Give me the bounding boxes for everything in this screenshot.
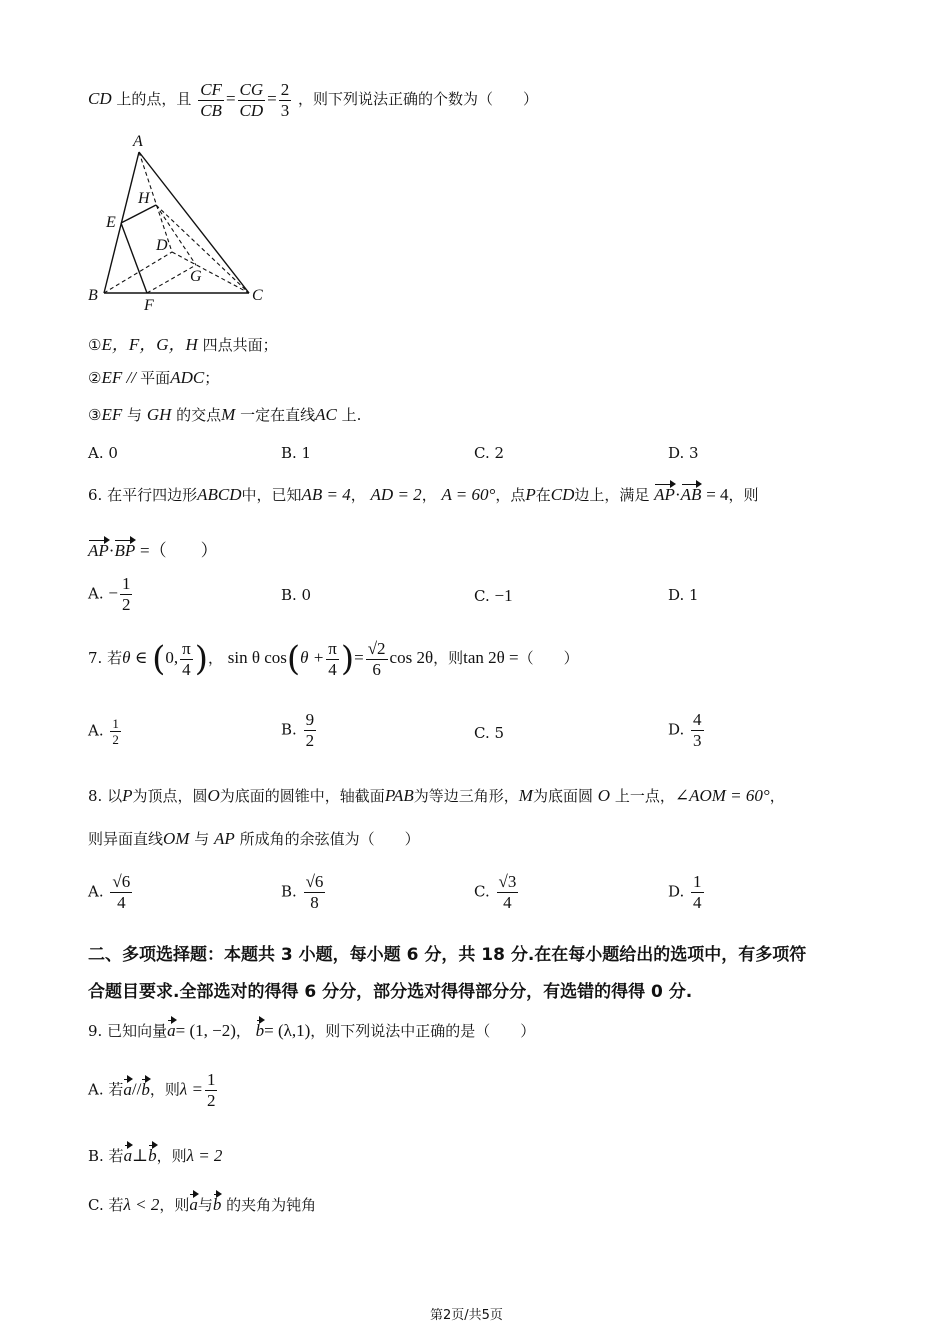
label-h: H: [138, 190, 150, 207]
q8-option-b[interactable]: B. $\frac{√6}{8}$: [281, 872, 324, 912]
q5-option-a[interactable]: A. 0: [88, 444, 118, 462]
edge-dc: [172, 252, 249, 293]
edge-hg: [156, 205, 196, 265]
label-d: D: [156, 237, 168, 254]
q7-option-a[interactable]: A. $\frac{1}{2}$: [88, 716, 119, 747]
q7-line: 7. 若θ ∈ (0, $\frac{\pi}{4}$ )， sin θ cos(θ + $\frac{\pi}{4}$ )= $\frac{√2}{6}$ cos 2θ，则tan 2θ =（ ）: [88, 638, 579, 679]
q5-statement-3: ③EF 与 GH 的交点M 一定在直线AC 上.: [88, 405, 362, 424]
section2-line1: 二、多项选择题：本题共 3 小题，每小题 6 分，共 18 分.在在每小题给出的选项中，有多项符: [88, 945, 807, 965]
q7-option-b[interactable]: B. $\frac{9}{2}$: [281, 710, 315, 750]
section2-line2: 合题目要求.全部选对的得得 6 分分，部分选对得得部分分，有选错的得得 0 分.: [88, 982, 693, 1002]
q7-option-c[interactable]: C. 5: [474, 724, 505, 742]
label-c: C: [252, 287, 263, 304]
q5-frac-cg-cd: $\frac{CG}{CD}$: [239, 79, 264, 120]
q5-intro-var: CD: [88, 89, 112, 108]
q7-option-d[interactable]: D. $\frac{4}{3}$: [668, 710, 702, 750]
q9-option-a[interactable]: A. 若a//b，则λ = $\frac{1}{2}$: [88, 1070, 216, 1110]
q5-statement-1: ①E，F，G，H 四点共面；: [88, 335, 278, 354]
q8-line2: 则异面直线OM 与 AP 所成角的余弦值为（ ）: [88, 829, 420, 848]
tetrahedron-figure: [84, 130, 284, 315]
edge-fg: [147, 265, 196, 293]
q5-option-b[interactable]: B. 1: [281, 444, 312, 462]
q6-option-b[interactable]: B. 0: [281, 586, 312, 604]
label-b: B: [88, 287, 98, 304]
q5-intro: CD 上的点，且 $\frac{CF}{CB}$ = $\frac{CG}{CD}$ = $\frac{2}{3}$ ，则下列说法正确的个数为（ ）: [88, 79, 539, 120]
q8-option-d[interactable]: D. $\frac{1}{4}$: [668, 872, 702, 912]
q8-option-c[interactable]: C. $\frac{√3}{4}$: [474, 872, 517, 912]
q5-option-d[interactable]: D. 3: [668, 444, 699, 462]
q5-option-c[interactable]: C. 2: [474, 444, 505, 462]
q5-frac-cf-cb: $\frac{CF}{CB}$: [200, 79, 222, 120]
q5-frac-2-3: $\frac{2}{3}$: [280, 79, 290, 120]
label-g: G: [190, 268, 202, 285]
q9-option-b[interactable]: B. 若a⊥b，则λ = 2: [88, 1146, 223, 1165]
label-a: A: [133, 133, 143, 150]
q6-option-c[interactable]: C. −1: [474, 586, 513, 605]
edge-eh: [121, 205, 156, 223]
q8-option-a[interactable]: A. $\frac{√6}{4}$: [88, 872, 131, 912]
q6-line1: 6. 在平行四边形ABCD中，已知AB = 4， AD = 2， A = 60°，点P在CD边上，满足 AP·AB = 4，则: [88, 485, 759, 504]
label-f: F: [144, 297, 154, 314]
q8-line1: 8. 以P为顶点，圆O为底面的圆锥中，轴截面PAB为等边三角形，M为底面圆 O 上一点，∠AOM = 60°，: [88, 786, 785, 805]
page-number: 第2页/共5页: [430, 1308, 503, 1323]
q6-option-a[interactable]: A. − $\frac{1}{2}$: [88, 574, 131, 614]
edge-ef: [121, 223, 147, 293]
label-e: E: [106, 214, 116, 231]
q9-option-c[interactable]: C. 若λ < 2，则a与b 的夹角为钝角: [88, 1195, 317, 1214]
q9-line: 9. 已知向量a= (1, −2)， b= (λ,1)，则下列说法中正确的是（ ）: [88, 1021, 536, 1040]
edge-hc: [156, 205, 249, 293]
q6-option-d[interactable]: D. 1: [668, 586, 699, 604]
edge-bd: [104, 252, 172, 293]
q5-intro-text2: ，则下列说法正确的个数为（ ）: [298, 90, 539, 108]
q6-line2: AP·BP =（ ）: [88, 541, 218, 560]
q5-statement-2: ②EF // 平面ADC；: [88, 368, 220, 387]
q5-intro-text1: 上的点，且: [116, 90, 192, 108]
